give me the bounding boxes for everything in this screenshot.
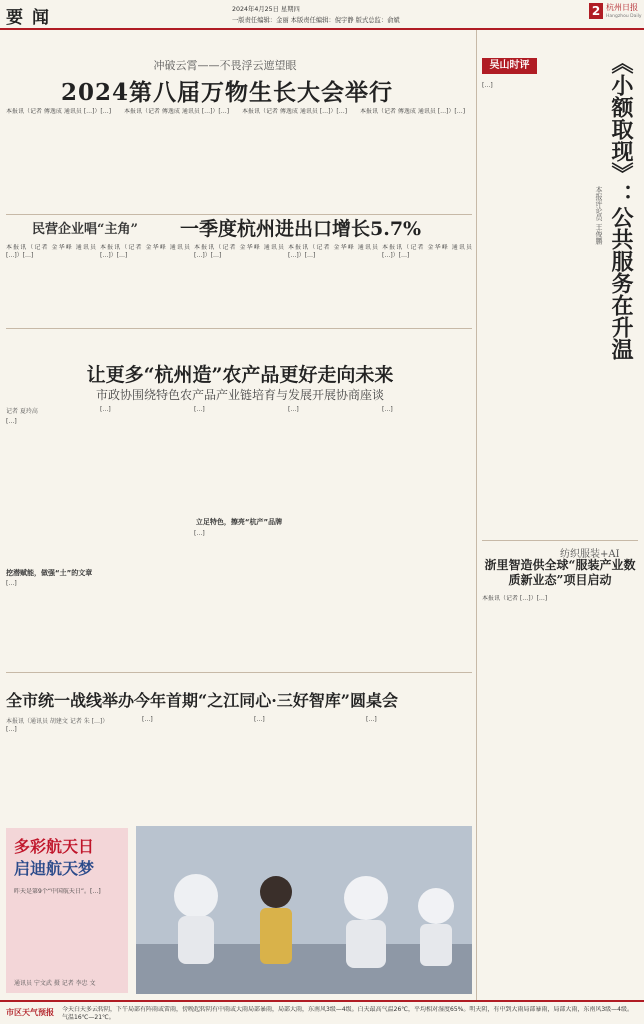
article2-body-col5: 本报讯（记者 金华峰 通讯员 […]）[…] (382, 244, 472, 260)
page-footer (0, 1000, 644, 1024)
promo-credit: 通讯员 宁文武 摄 记者 李忠 文 (14, 980, 96, 987)
promo-subtitle: 启迪航天梦 (14, 859, 95, 878)
divider (6, 328, 472, 329)
lead-kicker: 冲破云霄——不畏浮云遮望眼 (153, 59, 297, 72)
article4-headline: 浙里智造供全球“服装产业数质新业态”项目启动 (484, 558, 636, 587)
article3-subhead: 市政协围绕特色农产品产业链培育与发展开展协商座谈 (95, 388, 384, 402)
lead-body-col4: 本报讯（记者 傅逸成 通讯员 […]）[…] (360, 108, 466, 115)
article5-body-col1: […] (6, 726, 17, 733)
article3-body-col3: […] (194, 406, 205, 413)
column-headline: 《小额取现》：公共服务在升温 (608, 52, 634, 360)
promo-title: 多彩航天日 (14, 837, 95, 856)
promo-caption: 昨天是第9个“中国航天日”。[…] (14, 888, 101, 895)
article2-body-col1: 本报讯（记者 金华峰 通讯员 […]）[…] (6, 244, 96, 260)
divider (6, 672, 472, 673)
article3-body-col1: […] (6, 418, 17, 425)
header-date: 2024年4月25日 星期四 (232, 6, 300, 13)
article3-body-col1b: […] (6, 580, 17, 587)
header-editors: 一版责任编辑：金丽 本版责任编辑：倪宇静 版式总监：俞斌 (232, 17, 400, 24)
lead-body-col3: 本报讯（记者 傅逸成 通讯员 […]）[…] (242, 108, 348, 115)
lead-body-col1: 本报讯（记者 傅逸成 通讯员 […]）[…] (6, 108, 112, 115)
article3-body-col3b: […] (194, 530, 205, 537)
article5-byline: 本报讯（通讯员 胡建文 记者 朱 […]） (6, 718, 109, 725)
article3-body-col5: […] (382, 406, 393, 413)
column-badge: 吴山时评 (482, 58, 537, 74)
weather-text: 今天白天多云转阴，下午局部有阵雨或雷雨，傍晚起转阴有中雨或大雨局部暴雨，局部大雨，东南风3级—4级。白天最高气温26℃，平均相对湿度65%。明天阴，有中到大雨局部暴雨，局部大雨，东南风3级—4级。气温16℃—21℃。 (62, 1006, 633, 1021)
section-title: 要闻 (6, 8, 58, 28)
article3-byline: 记者 夏玲高 (6, 408, 38, 415)
lead-body-col2: 本报讯（记者 傅逸成 通讯员 […]）[…] (124, 108, 230, 115)
lead-headline: 2024第八届万物生长大会举行 (60, 79, 393, 106)
article5-headline: 全市统一战线举办今年首期“之江同心·三好智库”圆桌会 (6, 691, 398, 710)
article3-section-head: 挖潜赋能，做强“土”的文章 (6, 569, 93, 577)
article2-headline: 一季度杭州进出口增长5.7% (180, 218, 422, 240)
article3-headline: 让更多“杭州造”农产品更好走向未来 (86, 364, 394, 386)
article5-body-col4: […] (366, 716, 377, 723)
logo-en: Hangzhou Daily (606, 14, 642, 19)
photo-illustration (136, 826, 472, 994)
article2-body-col4: 本报讯（记者 金华峰 通讯员 […]）[…] (288, 244, 378, 260)
article4-kicker: 纺织服装+AI (560, 549, 620, 560)
promo-panel (6, 828, 128, 993)
article3-body-col2: […] (100, 406, 111, 413)
column-author: 本报评论员 王俊鹏 (595, 186, 603, 245)
article5-body-col2: […] (142, 716, 153, 723)
page-header (0, 0, 644, 30)
article2-body-col2: 本报讯（记者 金华峰 通讯员 […]）[…] (100, 244, 190, 260)
article2-body-col3: 本报讯（记者 金华峰 通讯员 […]）[…] (194, 244, 284, 260)
article3-section-head: 立足特色，擦亮“杭产”品牌 (195, 518, 283, 526)
article5-body-col3: […] (254, 716, 265, 723)
column-body-top: […] (482, 82, 493, 89)
astronaut-photo (136, 826, 472, 994)
paper-logo (606, 3, 642, 21)
divider (482, 540, 638, 541)
article4-body: 本报讯（记者 […]）[…] (482, 595, 548, 602)
article3-body-col4: […] (288, 406, 299, 413)
page-number: 2 (589, 3, 603, 19)
logo-text: 杭州日报 (606, 3, 638, 12)
column-divider (476, 30, 477, 1000)
weather-label: 市区天气预报 (6, 1008, 54, 1017)
article2-kicker: 民营企业唱“主角” (32, 222, 138, 237)
